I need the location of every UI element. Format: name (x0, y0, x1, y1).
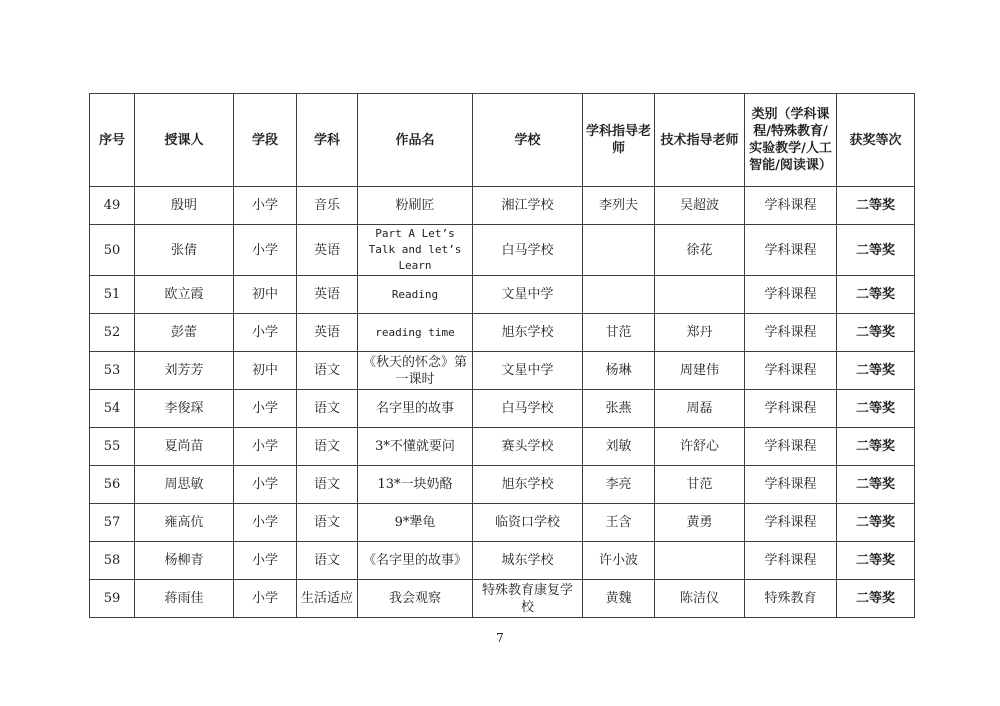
cell-teacher: 蒋雨佳 (135, 580, 234, 618)
cell-school: 湘江学校 (473, 187, 583, 225)
cell-subject-advisor (583, 276, 655, 314)
cell-work: 13*一块奶酪 (358, 466, 473, 504)
cell-no: 57 (90, 504, 135, 542)
table-row (90, 225, 915, 276)
cell-work: Part A Let’s Talk and let’s Learn (358, 225, 473, 276)
table-header-row (90, 94, 915, 187)
cell-work: 名字里的故事 (358, 390, 473, 428)
cell-subject-advisor: 王含 (583, 504, 655, 542)
cell-work: 《秋天的怀念》第一课时 (358, 352, 473, 390)
table-row (90, 542, 915, 580)
cell-work: 9*犟龟 (358, 504, 473, 542)
cell-category: 学科课程 (745, 187, 837, 225)
cell-category: 学科课程 (745, 314, 837, 352)
cell-teacher: 张倩 (135, 225, 234, 276)
cell-work: 粉刷匠 (358, 187, 473, 225)
cell-teacher: 欧立霞 (135, 276, 234, 314)
column-header-award: 获奖等次 (837, 94, 915, 187)
table-row (90, 187, 915, 225)
cell-category: 学科课程 (745, 352, 837, 390)
cell-subject: 音乐 (297, 187, 358, 225)
cell-award: 二等奖 (837, 504, 915, 542)
cell-level: 初中 (234, 352, 297, 390)
cell-no: 55 (90, 428, 135, 466)
cell-subject-advisor (583, 225, 655, 276)
cell-subject: 语文 (297, 466, 358, 504)
cell-school: 旭东学校 (473, 314, 583, 352)
cell-tech-advisor: 周建伟 (655, 352, 745, 390)
column-header-teacher: 授课人 (135, 94, 234, 187)
column-header-level: 学段 (234, 94, 297, 187)
cell-teacher: 夏尚苗 (135, 428, 234, 466)
cell-school: 城东学校 (473, 542, 583, 580)
cell-teacher: 雍高伉 (135, 504, 234, 542)
cell-subject-advisor: 李列夫 (583, 187, 655, 225)
cell-subject: 语文 (297, 542, 358, 580)
cell-school: 文星中学 (473, 276, 583, 314)
cell-level: 小学 (234, 428, 297, 466)
cell-teacher: 殷明 (135, 187, 234, 225)
cell-category: 特殊教育 (745, 580, 837, 618)
table-row (90, 314, 915, 352)
cell-level: 小学 (234, 504, 297, 542)
cell-subject: 英语 (297, 314, 358, 352)
cell-category: 学科课程 (745, 276, 837, 314)
cell-no: 59 (90, 580, 135, 618)
cell-level: 小学 (234, 466, 297, 504)
cell-teacher: 彭蕾 (135, 314, 234, 352)
table-row (90, 504, 915, 542)
cell-award: 二等奖 (837, 314, 915, 352)
cell-level: 小学 (234, 187, 297, 225)
cell-award: 二等奖 (837, 187, 915, 225)
cell-no: 51 (90, 276, 135, 314)
cell-level: 小学 (234, 314, 297, 352)
awards-table (89, 93, 915, 618)
cell-category: 学科课程 (745, 504, 837, 542)
column-header-school: 学校 (473, 94, 583, 187)
column-header-no: 序号 (90, 94, 135, 187)
cell-subject-advisor: 李亮 (583, 466, 655, 504)
page-number: 7 (496, 631, 504, 645)
cell-no: 56 (90, 466, 135, 504)
cell-no: 50 (90, 225, 135, 276)
cell-award: 二等奖 (837, 580, 915, 618)
cell-subject: 英语 (297, 276, 358, 314)
cell-tech-advisor: 周磊 (655, 390, 745, 428)
cell-teacher: 周思敏 (135, 466, 234, 504)
cell-award: 二等奖 (837, 542, 915, 580)
cell-tech-advisor (655, 276, 745, 314)
cell-award: 二等奖 (837, 276, 915, 314)
cell-school: 赛头学校 (473, 428, 583, 466)
cell-work: reading time (358, 314, 473, 352)
table-row (90, 428, 915, 466)
table-row (90, 466, 915, 504)
cell-school: 文星中学 (473, 352, 583, 390)
table-row (90, 390, 915, 428)
cell-subject-advisor: 许小波 (583, 542, 655, 580)
cell-category: 学科课程 (745, 390, 837, 428)
cell-no: 54 (90, 390, 135, 428)
cell-award: 二等奖 (837, 428, 915, 466)
column-header-work: 作品名 (358, 94, 473, 187)
column-header-tech-advisor: 技术指导老师 (655, 94, 745, 187)
cell-subject: 语文 (297, 352, 358, 390)
cell-school: 旭东学校 (473, 466, 583, 504)
cell-tech-advisor: 郑丹 (655, 314, 745, 352)
cell-level: 小学 (234, 390, 297, 428)
cell-tech-advisor: 黄勇 (655, 504, 745, 542)
cell-level: 小学 (234, 580, 297, 618)
cell-subject-advisor: 甘范 (583, 314, 655, 352)
cell-no: 52 (90, 314, 135, 352)
cell-teacher: 李俊琛 (135, 390, 234, 428)
cell-subject-advisor: 杨琳 (583, 352, 655, 390)
column-header-subject-advisor: 学科指导老师 (583, 94, 655, 187)
cell-school: 特殊教育康复学校 (473, 580, 583, 618)
cell-teacher: 杨柳青 (135, 542, 234, 580)
cell-tech-advisor: 甘范 (655, 466, 745, 504)
cell-work: 我会观察 (358, 580, 473, 618)
cell-subject: 生活适应 (297, 580, 358, 618)
cell-subject: 语文 (297, 390, 358, 428)
cell-no: 53 (90, 352, 135, 390)
cell-work: 《名字里的故事》 (358, 542, 473, 580)
cell-school: 临资口学校 (473, 504, 583, 542)
column-header-subject: 学科 (297, 94, 358, 187)
cell-category: 学科课程 (745, 225, 837, 276)
cell-subject-advisor: 黄魏 (583, 580, 655, 618)
table-row (90, 276, 915, 314)
table-row (90, 580, 915, 618)
cell-level: 小学 (234, 542, 297, 580)
cell-subject: 语文 (297, 428, 358, 466)
cell-subject: 英语 (297, 225, 358, 276)
cell-tech-advisor (655, 542, 745, 580)
cell-category: 学科课程 (745, 542, 837, 580)
cell-level: 小学 (234, 225, 297, 276)
cell-work: Reading (358, 276, 473, 314)
table-row (90, 352, 915, 390)
column-header-category: 类别（学科课程/特殊教育/实验教学/人工智能/阅读课） (745, 94, 837, 187)
cell-no: 58 (90, 542, 135, 580)
cell-tech-advisor: 陈洁仪 (655, 580, 745, 618)
cell-subject-advisor: 刘敏 (583, 428, 655, 466)
cell-award: 二等奖 (837, 466, 915, 504)
cell-subject: 语文 (297, 504, 358, 542)
cell-work: 3*不懂就要问 (358, 428, 473, 466)
cell-teacher: 刘芳芳 (135, 352, 234, 390)
cell-school: 白马学校 (473, 225, 583, 276)
cell-award: 二等奖 (837, 352, 915, 390)
cell-tech-advisor: 许舒心 (655, 428, 745, 466)
cell-award: 二等奖 (837, 225, 915, 276)
table-body (90, 187, 915, 618)
cell-tech-advisor: 徐花 (655, 225, 745, 276)
cell-category: 学科课程 (745, 428, 837, 466)
cell-category: 学科课程 (745, 466, 837, 504)
cell-level: 初中 (234, 276, 297, 314)
cell-no: 49 (90, 187, 135, 225)
cell-tech-advisor: 吴超波 (655, 187, 745, 225)
cell-award: 二等奖 (837, 390, 915, 428)
cell-subject-advisor: 张燕 (583, 390, 655, 428)
cell-school: 白马学校 (473, 390, 583, 428)
